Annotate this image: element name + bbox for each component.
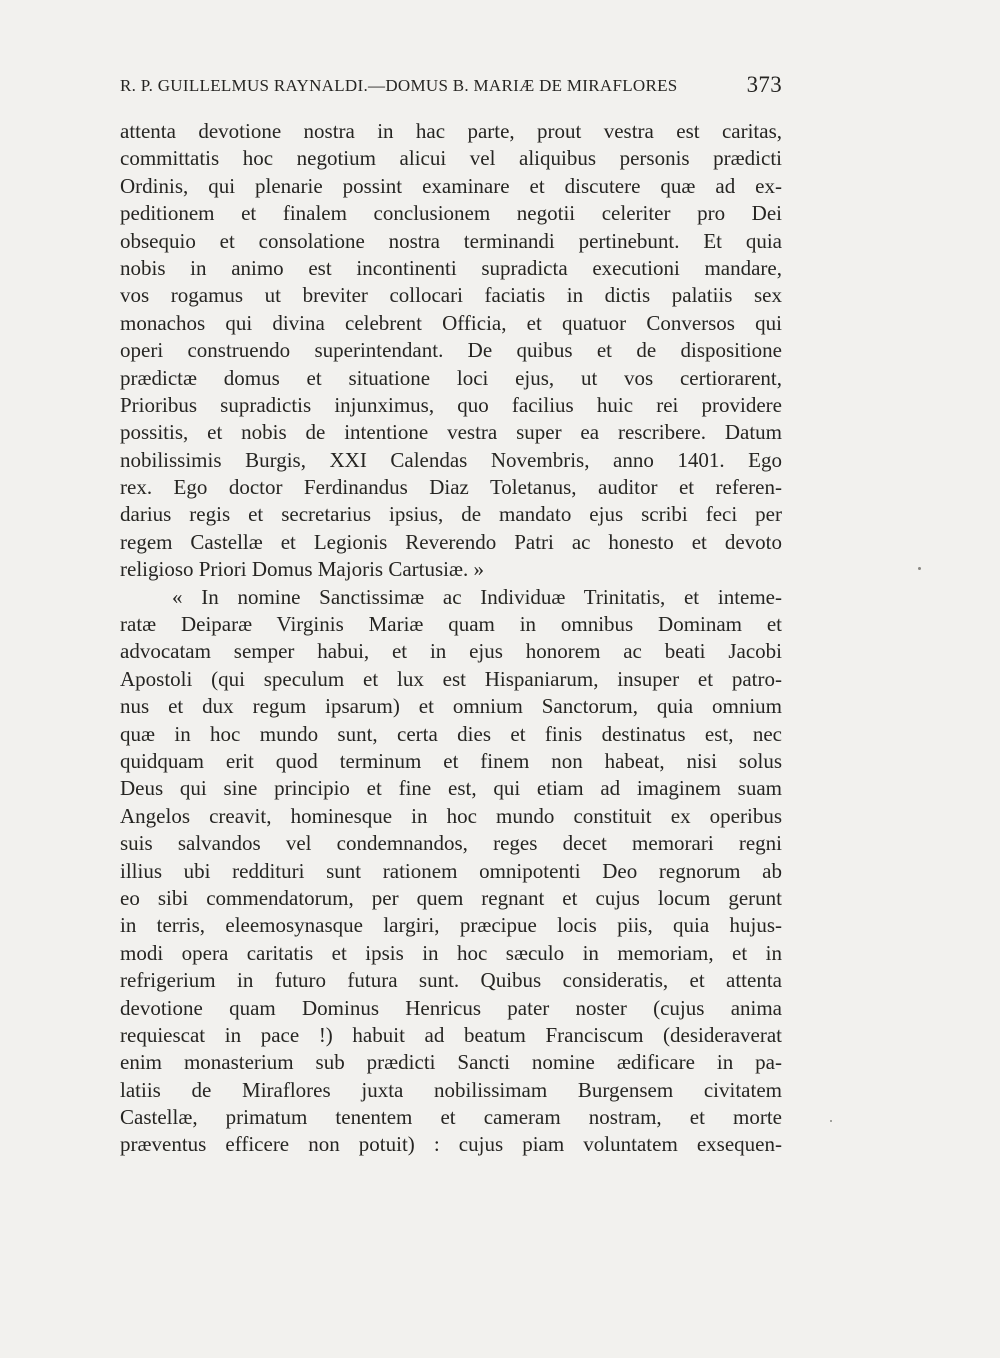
text-line: latiis de Miraflores juxta nobilissimam Burgensem civitatem bbox=[120, 1077, 782, 1102]
text-line: refrigerium in futuro futura sunt. Quibus consideratis, et attenta bbox=[120, 968, 782, 993]
text-line: Ordinis, qui plenarie possint examinare et discutere quæ ad ex- bbox=[120, 173, 782, 198]
text-line: regem Castellæ et Legionis Reverendo Patri ac honesto et devoto bbox=[120, 529, 782, 554]
text-line: Castellæ, primatum tenentem et cameram nostram, et morte bbox=[120, 1105, 782, 1130]
text-line: præventus efficere non potuit) : cujus piam voluntatem exsequen- bbox=[120, 1132, 782, 1157]
text-line: eo sibi commendatorum, per quem regnant et cujus locum gerunt bbox=[120, 885, 782, 910]
text-line: obsequio et consolatione nostra terminandi pertinebunt. Et quia bbox=[120, 228, 782, 253]
text-line: Angelos creavit, hominesque in hoc mundo constituit ex operibus bbox=[120, 803, 782, 828]
text-line: operi construendo superintendant. De quibus et de dispositione bbox=[120, 338, 782, 363]
text-line: possitis, et nobis de intentione vestra super ea rescribere. Datum bbox=[120, 420, 782, 445]
page-number: 373 bbox=[746, 72, 782, 97]
paragraph-start-line: « In nomine Sanctissimæ ac Individuæ Trinitatis, et inteme- bbox=[172, 584, 782, 609]
text-line: peditionem et finalem conclusionem negotii celeriter pro Dei bbox=[120, 201, 782, 226]
text-line: vos rogamus ut breviter collocari faciatis in dictis palatiis sex bbox=[120, 283, 782, 308]
text-line: devotione quam Dominus Henricus pater noster (cujus anima bbox=[120, 995, 782, 1020]
text-line: Prioribus supradictis injunximus, quo facilius huic rei providere bbox=[120, 392, 782, 417]
text-line: quæ in hoc mundo sunt, certa dies et finis destinatus est, nec bbox=[120, 721, 782, 746]
text-line: in terris, eleemosynasque largiri, præcipue locis piis, quia hujus- bbox=[120, 913, 782, 938]
text-line: nus et dux regum ipsarum) et omnium Sanctorum, quia omnium bbox=[120, 694, 782, 719]
text-line: prædictæ domus et situatione loci ejus, ut vos certiorarent, bbox=[120, 365, 782, 390]
text-line: nobilissimis Burgis, XXI Calendas Novembris, anno 1401. Ego bbox=[120, 447, 782, 472]
text-line: modi opera caritatis et ipsis in hoc sæculo in memoriam, et in bbox=[120, 940, 782, 965]
text-line: Deus qui sine principio et fine est, qui etiam ad imaginem suam bbox=[120, 776, 782, 801]
text-line: Apostoli (qui speculum et lux est Hispaniarum, insuper et patro- bbox=[120, 666, 782, 691]
text-line: ratæ Deiparæ Virginis Mariæ quam in omnibus Dominam et bbox=[120, 612, 782, 637]
body-text bbox=[120, 118, 782, 1159]
text-line: attenta devotione nostra in hac parte, prout vestra est caritas, bbox=[120, 119, 782, 143]
paragraph-end-line: religioso Priori Domus Majoris Cartusiæ. » bbox=[120, 557, 484, 582]
text-line: rex. Ego doctor Ferdinandus Diaz Toletanus, auditor et referen- bbox=[120, 475, 782, 500]
text-line: suis salvandos vel condemnandos, reges decet memorari regni bbox=[120, 831, 782, 856]
text-line: quidquam erit quod terminum et finem non habeat, nisi solus bbox=[120, 748, 782, 773]
paper-speck bbox=[918, 567, 921, 570]
text-line: committatis hoc negotium alicui vel aliquibus personis prædicti bbox=[120, 146, 782, 171]
text-line: requiescat in pace !) habuit ad beatum Franciscum (desideraverat bbox=[120, 1022, 782, 1047]
paper-speck bbox=[830, 1120, 832, 1122]
text-line: illius ubi reddituri sunt rationem omnipotenti Deo regnorum ab bbox=[120, 858, 782, 883]
text-line: nobis in animo est incontinenti supradicta executioni mandare, bbox=[120, 255, 782, 280]
text-line: advocatam semper habui, et in ejus honorem ac beati Jacobi bbox=[120, 639, 782, 664]
text-line: monachos qui divina celebrent Officia, et quatuor Conversos qui bbox=[120, 310, 782, 335]
running-head bbox=[120, 72, 782, 102]
text-line: darius regis et secretarius ipsius, de mandato ejus scribi feci per bbox=[120, 502, 782, 527]
running-head-title: R. P. GUILLELMUS RAYNALDI.—DOMUS B. MARIÆ DE MIRAFLORES bbox=[120, 76, 678, 95]
text-line: enim monasterium sub prædicti Sancti nomine ædificare in pa- bbox=[120, 1050, 782, 1075]
